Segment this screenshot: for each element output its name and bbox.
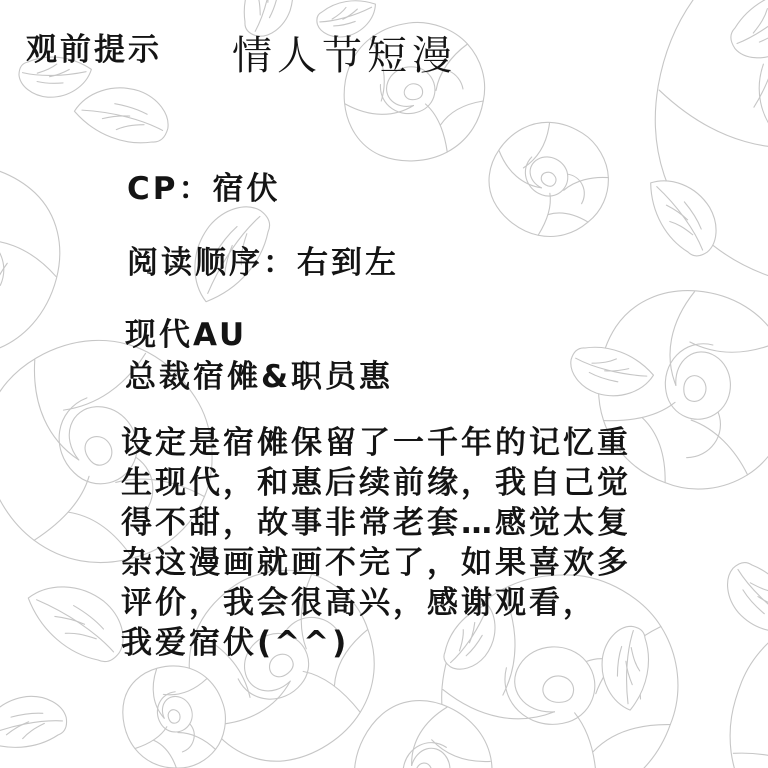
pairing-line: 总裁宿傩&职员惠 (125, 359, 394, 395)
setting-au-line: 现代AU (125, 317, 248, 353)
cp-line: CP：宿伏 (127, 171, 281, 207)
description-line: 我爱宿伏(^^) (121, 625, 350, 661)
pre-viewing-hint-label: 观前提示 (26, 32, 162, 68)
description-line: 设定是宿傩保留了一千年的记忆重 (121, 425, 631, 461)
reading-order-line: 阅读顺序：右到左 (127, 245, 399, 281)
description-line: 得不甜，故事非常老套…感觉太复 (121, 505, 631, 541)
description-line: 杂这漫画就画不完了，如果喜欢多 (121, 545, 631, 581)
page-title: 情人节短漫 (232, 33, 457, 79)
description-line: 评价，我会很高兴，感谢观看， (121, 585, 597, 621)
description-text (121, 423, 721, 663)
description-line: 生现代，和惠后续前缘，我自己觉 (121, 465, 631, 501)
